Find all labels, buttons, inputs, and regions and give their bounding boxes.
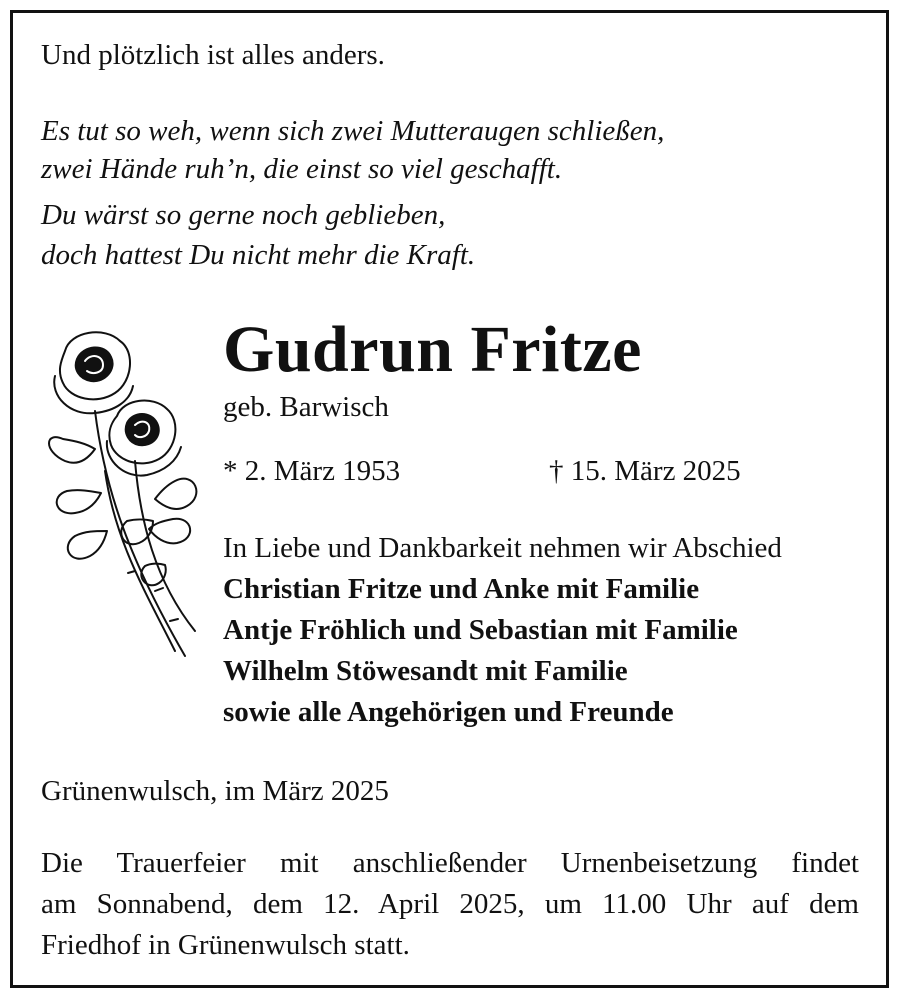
mourner-line-1: Christian Fritze und Anke mit Familie bbox=[223, 573, 700, 605]
birth-date: * 2. März 1953 bbox=[223, 455, 401, 487]
ceremony-line-3: Friedhof in Grünenwulsch statt. bbox=[41, 929, 410, 961]
poem-line-3: Du wärst so gerne noch geblieben, bbox=[41, 199, 446, 231]
deceased-name: Gudrun Fritze bbox=[223, 313, 642, 386]
place-date: Grünenwulsch, im März 2025 bbox=[41, 775, 389, 807]
ceremony-line-2: am Sonnabend, dem 12. April 2025, um 11.00 Uhr auf dem bbox=[41, 888, 859, 920]
poem-line-2: zwei Hände ruh’n, die einst so viel geschafft. bbox=[41, 153, 563, 185]
mourner-line-3: Wilhelm Stöwesandt mit Familie bbox=[223, 655, 628, 687]
intro-line: Und plötzlich ist alles anders. bbox=[41, 39, 385, 71]
mourner-line-4: sowie alle Angehörigen und Freunde bbox=[223, 696, 674, 728]
ceremony-line-1: Die Trauerfeier mit anschließender Urnenbeisetzung findet bbox=[41, 847, 859, 879]
farewell-line: In Liebe und Dankbarkeit nehmen wir Abschied bbox=[223, 532, 782, 564]
poem-line-1: Es tut so weh, wenn sich zwei Mutteraugen schließen, bbox=[41, 115, 665, 147]
death-date: † 15. März 2025 bbox=[549, 455, 741, 487]
obituary-notice bbox=[10, 10, 889, 988]
poem-line-4: doch hattest Du nicht mehr die Kraft. bbox=[41, 239, 476, 271]
roses-illustration bbox=[35, 321, 203, 661]
mourner-line-2: Antje Fröhlich und Sebastian mit Familie bbox=[223, 614, 738, 646]
birth-name: geb. Barwisch bbox=[223, 391, 389, 423]
